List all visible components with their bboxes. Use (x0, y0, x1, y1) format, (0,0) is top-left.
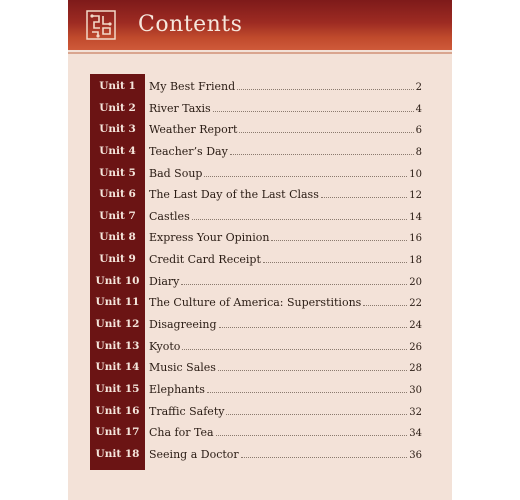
toc-entry-line (149, 296, 422, 309)
unit-label: Unit 13 (95, 339, 140, 352)
entry-title: Elephants (149, 382, 205, 396)
toc-entry[interactable] (68, 444, 452, 466)
toc-entry-line (149, 80, 422, 93)
page-number: 32 (409, 406, 422, 418)
page-number: 10 (409, 168, 422, 180)
unit-label: Unit 7 (99, 209, 136, 222)
toc-entry-line (149, 102, 422, 115)
toc-entry[interactable] (68, 119, 452, 141)
entry-title: Teacher’s Day (149, 144, 228, 158)
toc-entry[interactable] (68, 357, 452, 379)
toc-entry-line (149, 426, 422, 439)
entry-title: Traffic Safety (149, 404, 225, 418)
page-number: 4 (415, 103, 422, 115)
dot-leader (182, 349, 407, 350)
unit-label: Unit 2 (99, 101, 136, 114)
toc-entry-line (149, 361, 422, 374)
dot-leader (226, 414, 407, 415)
unit-label: Unit 15 (95, 382, 140, 395)
entry-title: Credit Card Receipt (149, 253, 261, 267)
toc-entry-line (149, 318, 422, 331)
toc-entry-line (149, 145, 422, 158)
unit-label: Unit 4 (99, 144, 136, 157)
toc-entry[interactable] (68, 163, 452, 185)
dot-leader (271, 240, 407, 241)
dot-leader (218, 370, 407, 371)
toc-entry-line (149, 405, 422, 418)
dot-leader (204, 176, 407, 177)
entry-title: Weather Report (149, 123, 238, 137)
toc-entry[interactable] (68, 336, 452, 358)
page-number: 2 (415, 82, 422, 93)
entry-title: Diary (149, 274, 180, 288)
toc-entry-line (149, 123, 422, 136)
entry-title: Disagreeing (149, 318, 217, 332)
unit-label: Unit 5 (99, 166, 136, 179)
toc-entry-line (149, 275, 422, 288)
dot-leader (321, 197, 407, 198)
unit-label: Unit 9 (99, 253, 136, 266)
page-number: 30 (409, 384, 422, 396)
entry-title: Castles (149, 209, 190, 223)
entry-title: The Last Day of the Last Class (149, 188, 319, 202)
entry-title: Bad Soup (149, 166, 203, 180)
toc-entry-line (149, 253, 422, 266)
table-of-contents (68, 76, 452, 466)
dot-leader (241, 457, 408, 458)
page-number: 34 (409, 428, 422, 440)
toc-entry[interactable] (68, 227, 452, 249)
entry-title: Express Your Opinion (149, 231, 270, 245)
page-number: 20 (409, 276, 422, 288)
unit-label: Unit 18 (95, 447, 140, 460)
unit-label: Unit 8 (99, 231, 136, 244)
page-number: 26 (409, 341, 422, 353)
toc-entry[interactable] (68, 271, 452, 293)
dot-leader (363, 305, 407, 306)
page-number: 28 (409, 363, 422, 375)
page-number: 18 (409, 255, 422, 267)
header-divider (68, 52, 452, 54)
dot-leader (192, 219, 408, 220)
toc-entry[interactable] (68, 98, 452, 120)
unit-label: Unit 3 (99, 123, 136, 136)
unit-label: Unit 10 (95, 274, 140, 287)
page-header (68, 0, 452, 50)
toc-entry[interactable] (68, 422, 452, 444)
unit-label: Unit 11 (95, 296, 140, 309)
dot-leader (207, 392, 407, 393)
page-number: 16 (409, 233, 422, 245)
toc-entry[interactable] (68, 76, 452, 98)
toc-entry-line (149, 210, 422, 223)
toc-entry[interactable] (68, 401, 452, 423)
page-number: 14 (409, 211, 422, 223)
toc-entry[interactable] (68, 141, 452, 163)
toc-entry[interactable] (68, 314, 452, 336)
unit-label: Unit 1 (99, 80, 136, 92)
dot-leader (239, 132, 413, 133)
page-title: Contents (138, 12, 243, 37)
entry-title: My Best Friend (149, 80, 236, 93)
circuit-logo-icon (86, 10, 116, 40)
dot-leader (213, 111, 414, 112)
entry-title: Music Sales (149, 361, 216, 375)
toc-entry[interactable] (68, 292, 452, 314)
unit-label: Unit 17 (95, 426, 140, 439)
toc-entry[interactable] (68, 379, 452, 401)
entry-title: Kyoto (149, 339, 181, 353)
unit-label: Unit 16 (95, 404, 140, 417)
page-number: 24 (409, 320, 422, 332)
entry-title: The Culture of America: Superstitions (149, 296, 362, 310)
dot-leader (219, 327, 408, 328)
entry-title: Cha for Tea (149, 426, 214, 440)
toc-entry-line (149, 383, 422, 396)
toc-entry-line (149, 188, 422, 201)
dot-leader (216, 435, 408, 436)
dot-leader (230, 154, 414, 155)
toc-entry[interactable] (68, 206, 452, 228)
page-number: 12 (409, 190, 422, 202)
toc-entry-line (149, 340, 422, 353)
contents-page (68, 0, 452, 500)
dot-leader (263, 262, 407, 263)
page-number: 36 (409, 449, 422, 461)
toc-entry[interactable] (68, 184, 452, 206)
toc-entry[interactable] (68, 249, 452, 271)
dot-leader (237, 89, 413, 90)
unit-label: Unit 14 (95, 361, 140, 374)
page-number: 8 (415, 146, 422, 158)
toc-entry-line (149, 448, 422, 461)
unit-label: Unit 12 (95, 318, 140, 331)
dot-leader (181, 284, 407, 285)
page-number: 6 (415, 125, 422, 137)
toc-entry-line (149, 167, 422, 180)
page-number: 22 (409, 298, 422, 310)
unit-label: Unit 6 (99, 188, 136, 201)
entry-title: River Taxis (149, 101, 211, 115)
entry-title: Seeing a Doctor (149, 447, 239, 461)
toc-entry-line (149, 231, 422, 244)
